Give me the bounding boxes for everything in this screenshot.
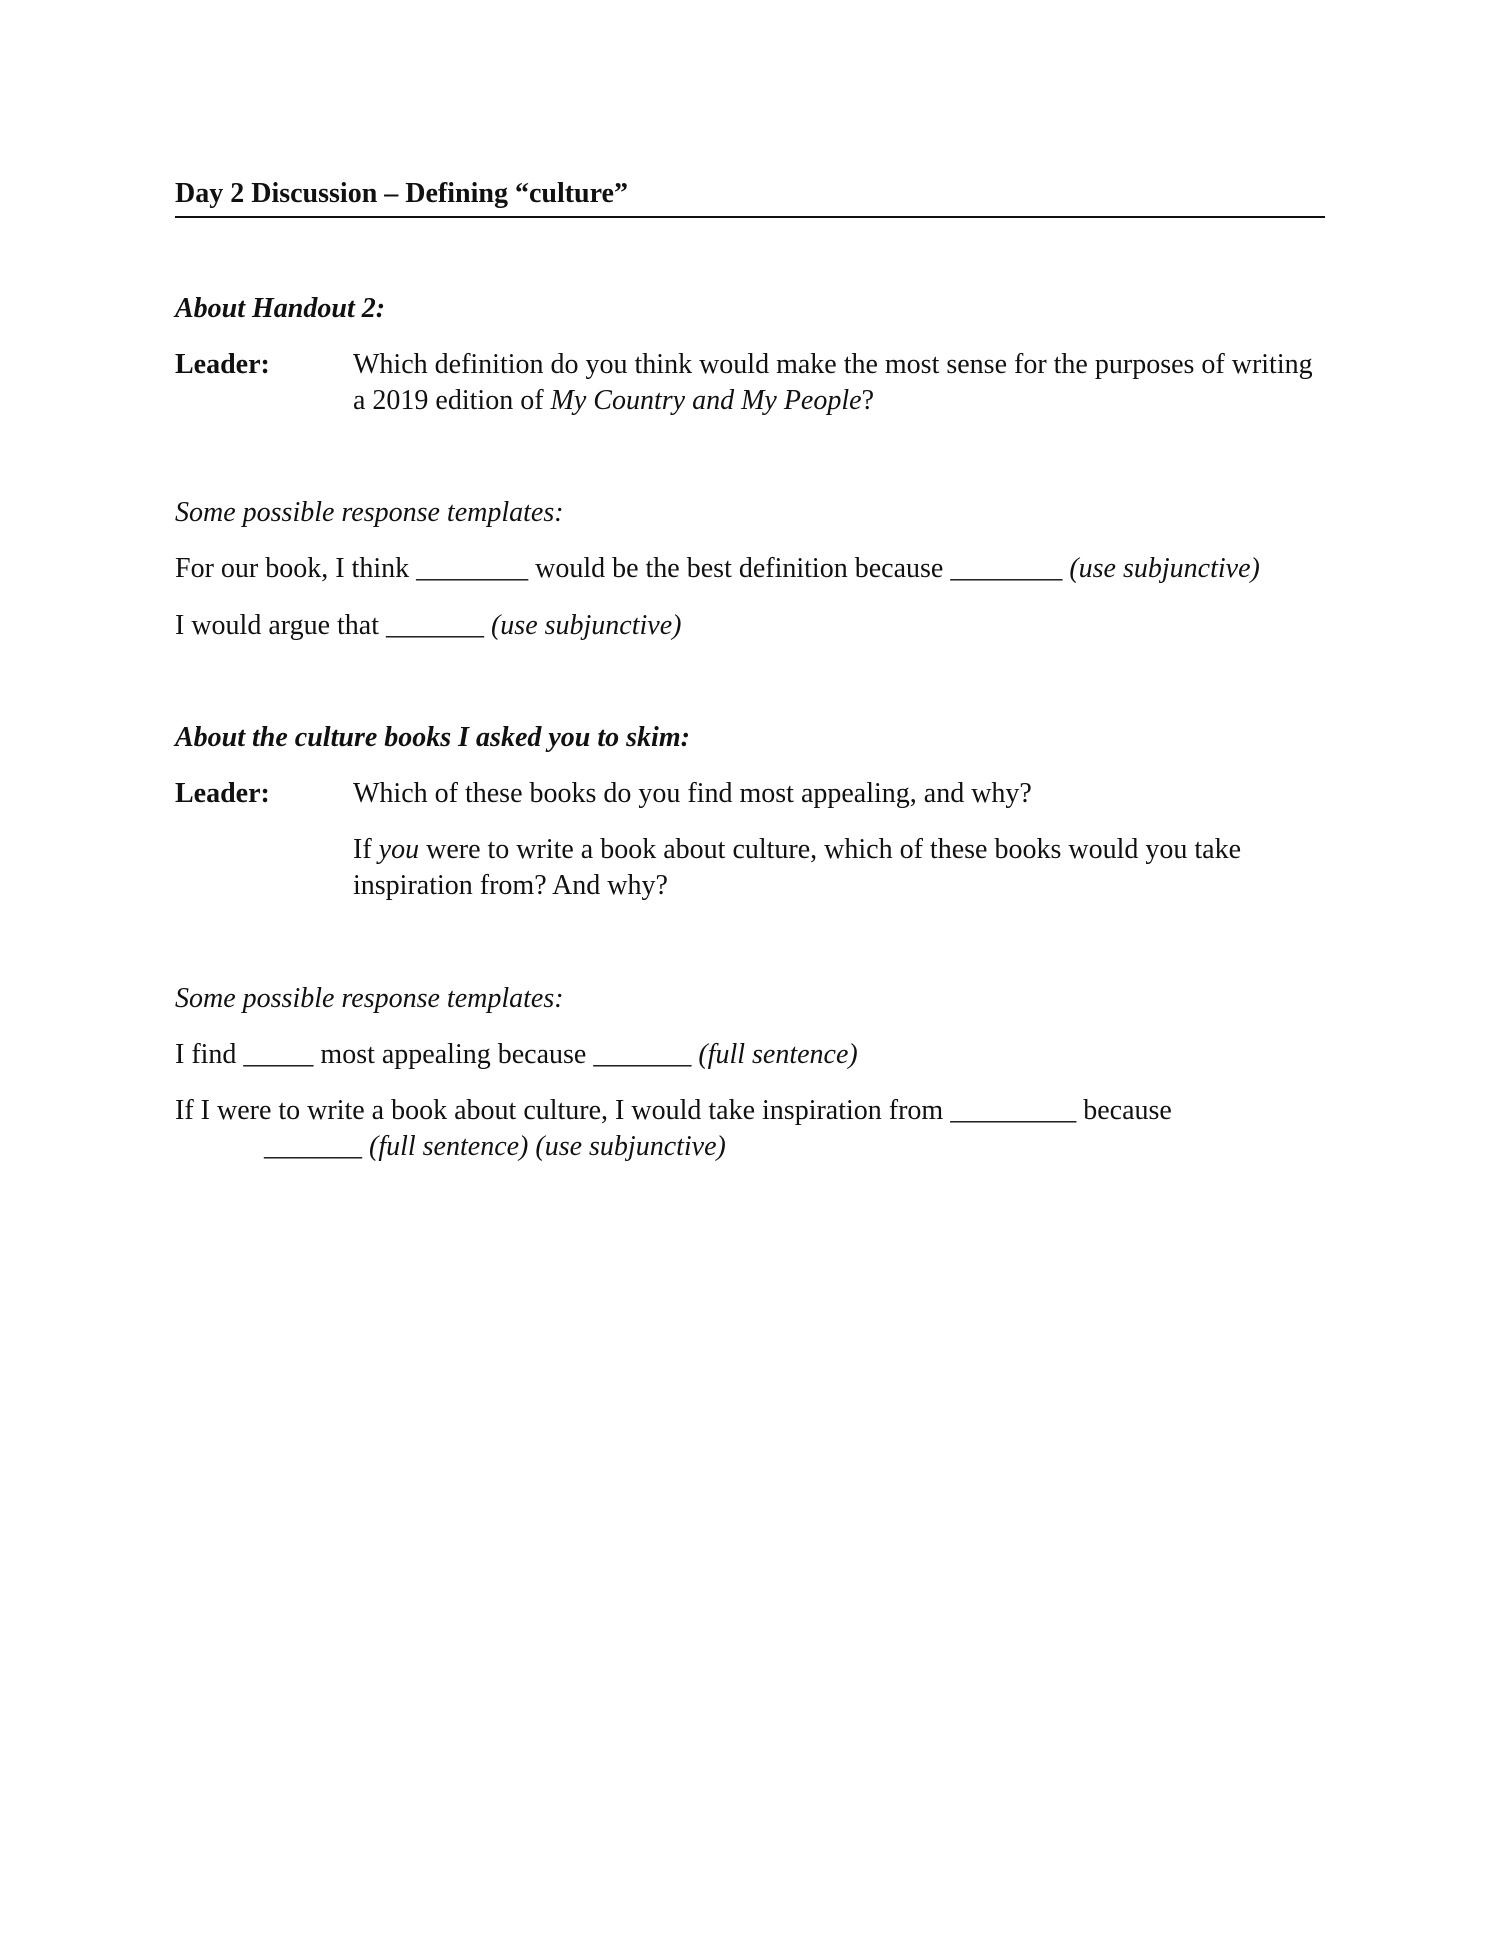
leader-question-1: Which of these books do you find most appealing, and why? [353, 778, 1032, 809]
response-template [175, 551, 1260, 587]
page-title: Day 2 Discussion – Defining “culture” [175, 178, 1325, 218]
question-text: were to write a book about culture, which of these books would you take inspiration from? And why? [353, 834, 1241, 901]
templates-heading: Some possible response templates: [175, 497, 564, 528]
question-text: If [353, 834, 379, 865]
book-title: My Country and My People [550, 385, 862, 416]
section-heading-culture-books: About the culture books I asked you to skim: [175, 722, 690, 753]
template-text: I find _____ most appealing because _______ [175, 1039, 699, 1070]
template-text: For our book, I think ________ would be the best definition because ________ [175, 553, 1070, 584]
template-note: (use subjunctive) [1069, 553, 1260, 584]
response-template [175, 1037, 858, 1073]
templates-heading: Some possible response templates: [175, 983, 564, 1014]
question-emphasis: you [378, 834, 420, 865]
leader-label: Leader: [175, 778, 270, 809]
response-template-line-2 [264, 1129, 726, 1165]
template-note: (full sentence) [698, 1039, 858, 1070]
template-text: I would argue that _______ [175, 610, 491, 641]
leader-question [353, 347, 1313, 419]
leader-label: Leader: [175, 349, 270, 380]
template-blank: _______ [264, 1131, 369, 1162]
question-text: Which definition do you think would make the most sense for the purposes of writing a 2019 edition of [353, 349, 1313, 416]
leader-question-2 [353, 832, 1313, 904]
question-mark: ? [861, 385, 874, 416]
section-heading-handout: About Handout 2: [175, 293, 386, 324]
response-template-line-1: If I were to write a book about culture, I would take inspiration from _________ because [175, 1095, 1172, 1126]
response-template [175, 608, 681, 644]
template-note: (full sentence) (use subjunctive) [369, 1131, 726, 1162]
template-note: (use subjunctive) [490, 610, 682, 641]
